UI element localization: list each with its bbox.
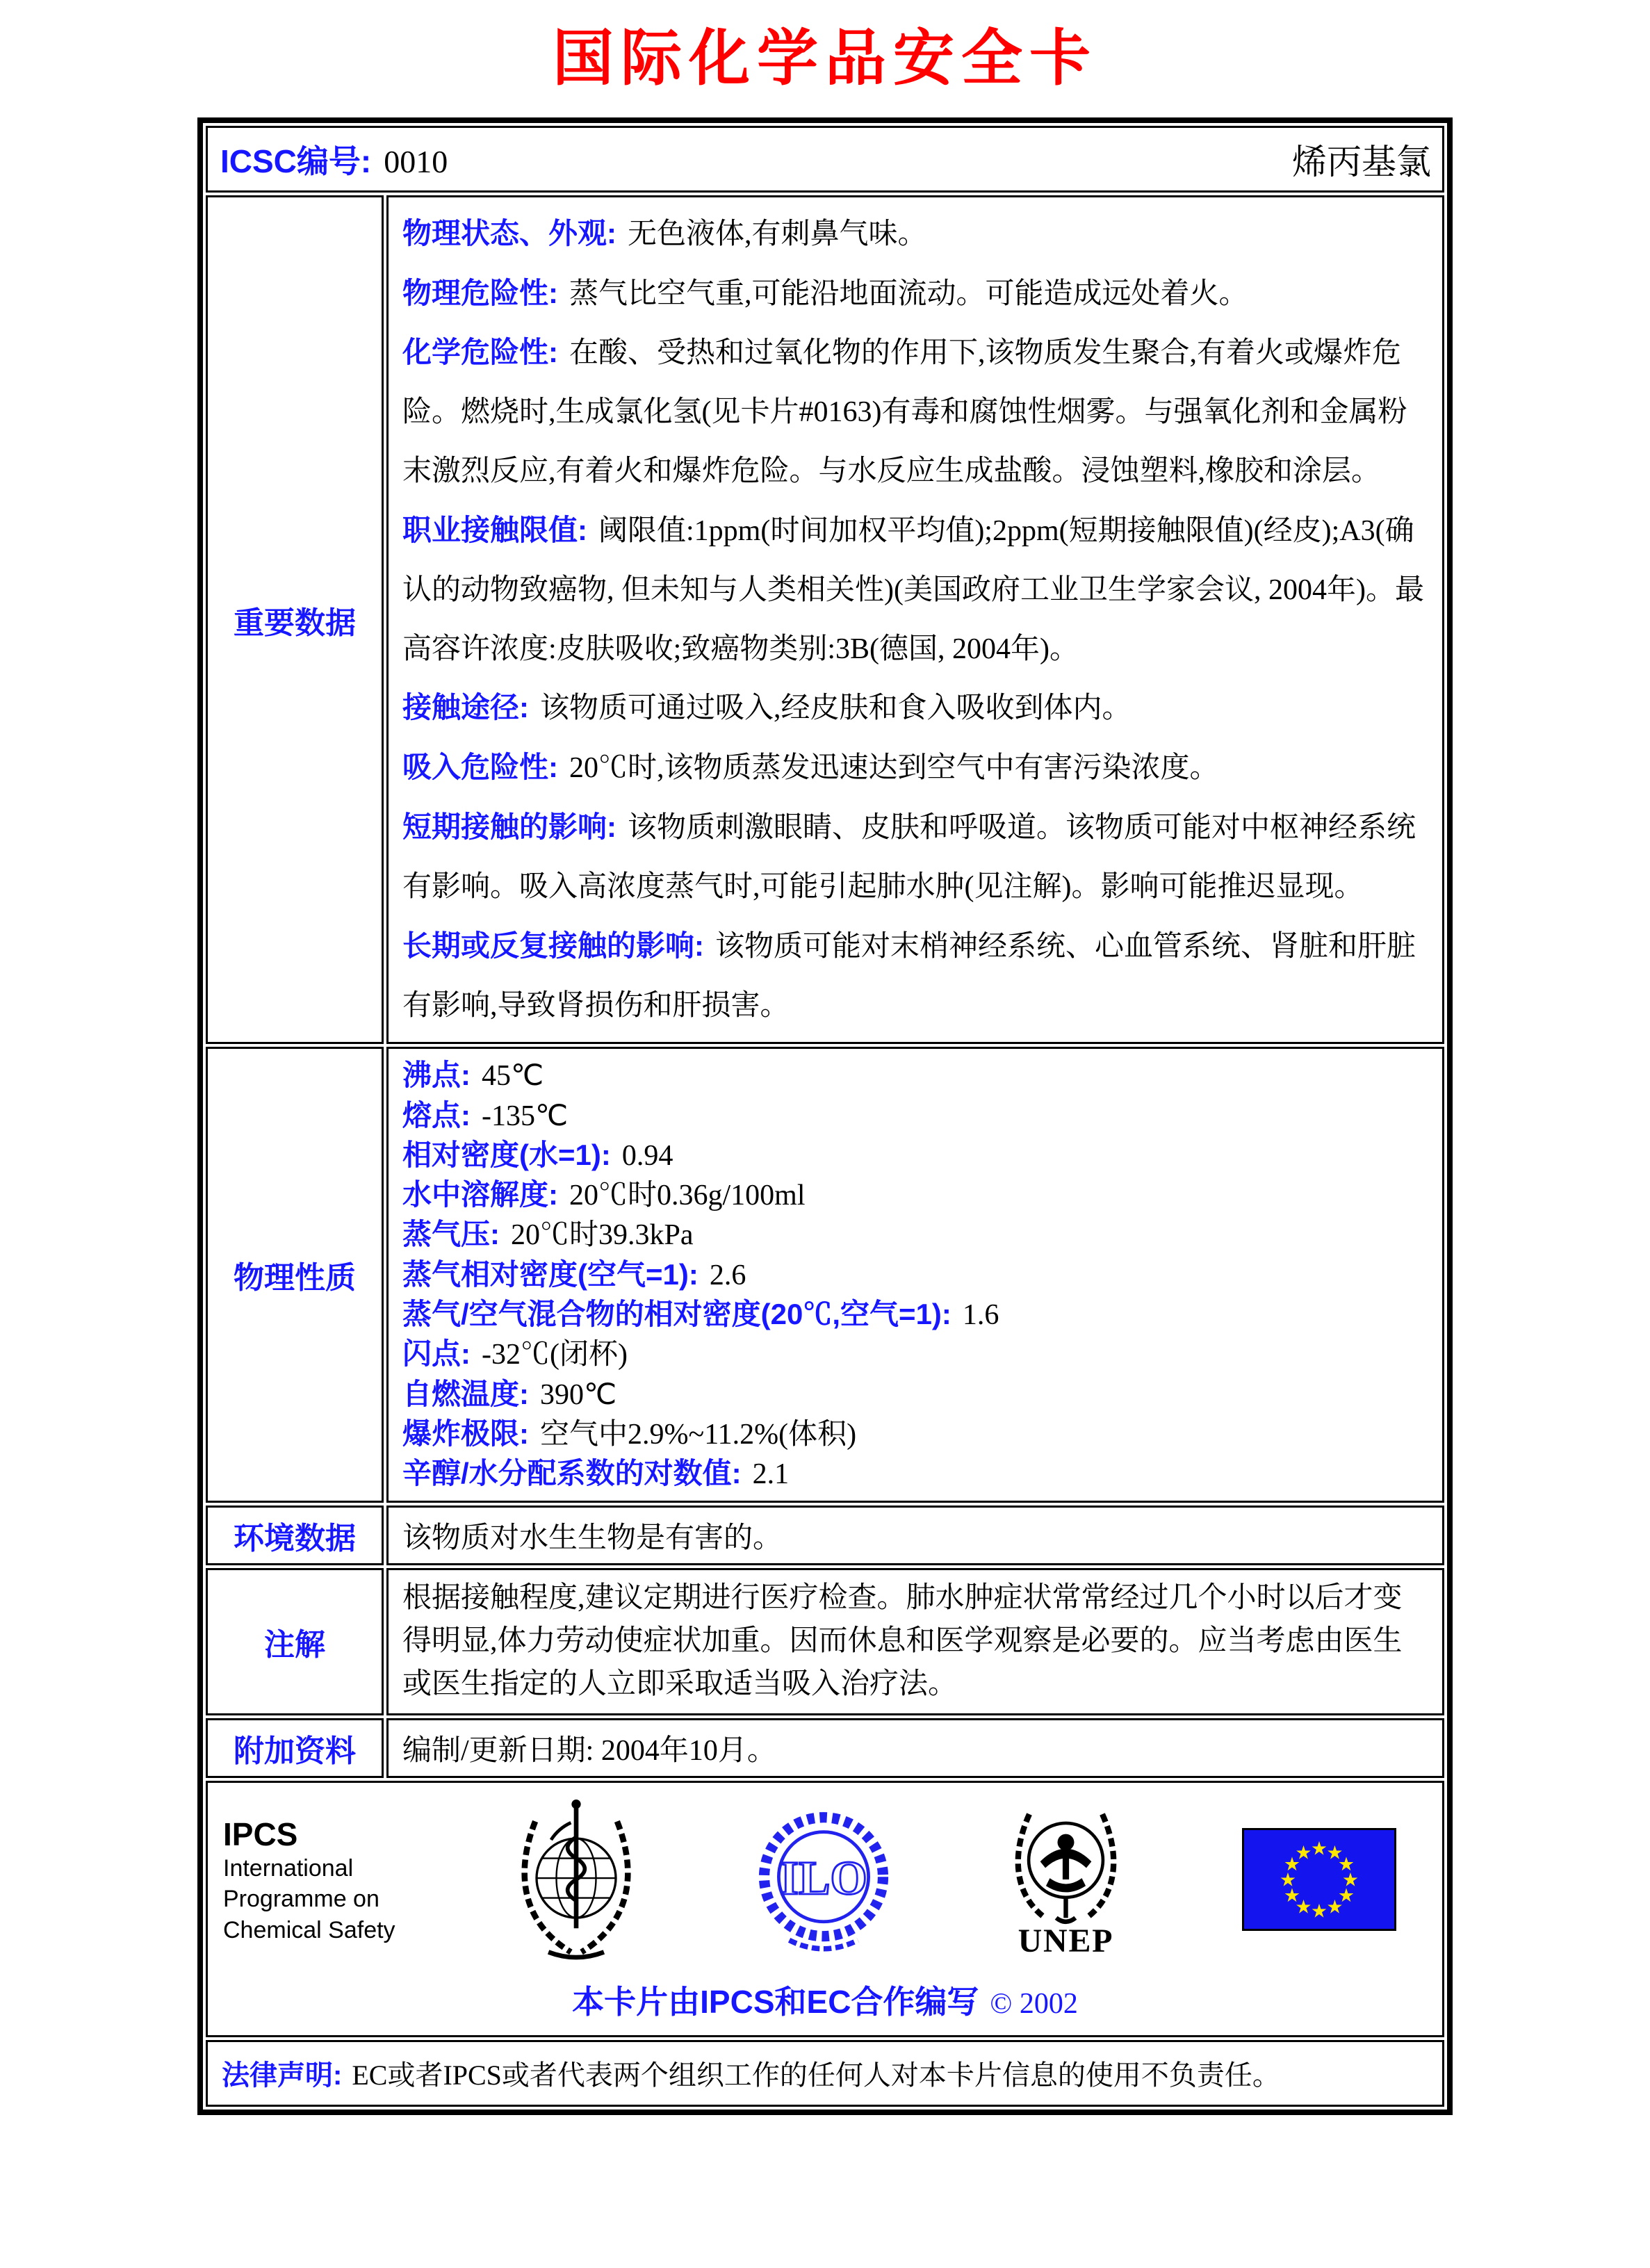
svg-text:★: ★ (1279, 1868, 1297, 1891)
additional-info-row-label: 附加资料 (206, 1718, 384, 1778)
icsc-number-group (220, 136, 448, 182)
who-logo-icon (510, 1799, 642, 1964)
svg-text:★: ★ (1337, 1884, 1355, 1907)
property-label: 水中溶解度: (402, 1178, 558, 1211)
field-label: 吸入危险性: (402, 751, 558, 784)
page-title: 国际化学品安全卡 (552, 26, 1097, 93)
legal-notice-text: EC或者IPCS或者代表两个组织工作的任何人对本卡片信息的使用不负责任。 (352, 2059, 1280, 2091)
field-value: 该物质可能对末梢神经系统、心血管系统、肾脏和肝脏有影响,导致肾损伤和肝损害。 (402, 930, 1416, 1022)
property-label: 相对密度(水=1): (402, 1138, 611, 1171)
property-value: -135℃ (482, 1100, 569, 1132)
field-row (402, 264, 1428, 324)
eu-flag-icon (1242, 1828, 1396, 1934)
notes-text: 根据接触程度,建议定期进行医疗检查。肺水肿症状常常经过几个小时以后才变得明显,体力劳动使症状加重。因而休息和医学观察是必要的。应当考虑由医生或医生指定的人立即采取适当吸入治疗法。 (402, 1582, 1403, 1700)
property-label: 熔点: (402, 1098, 471, 1132)
important-data-row-label: 重要数据 (206, 195, 384, 1045)
icsc-number-value: 0010 (384, 143, 448, 179)
legal-notice-label: 法律声明: (222, 2060, 343, 2091)
svg-text:★: ★ (1283, 1853, 1301, 1875)
legal-notice-row (206, 2040, 1444, 2107)
property-value: 空气中2.9%~11.2%(体积) (540, 1418, 857, 1451)
svg-text:★: ★ (1326, 1895, 1343, 1918)
additional-info-row (206, 1718, 1444, 1778)
notes-row (206, 1568, 1444, 1715)
environment-data-row (206, 1506, 1444, 1565)
field-label: 物理状态、外观: (402, 216, 616, 250)
svg-text:★: ★ (1326, 1841, 1343, 1863)
icsc-document-page (0, 26, 1650, 2268)
field-value: 20℃时,该物质蒸发迅速达到空气中有害污染浓度。 (569, 752, 1219, 785)
notes-content (386, 1568, 1444, 1715)
property-value: 2.1 (752, 1458, 790, 1491)
copyright-text: © 2002 (990, 1987, 1078, 2020)
legal-notice-cell (206, 2040, 1444, 2107)
property-row (402, 1414, 1428, 1454)
field-label: 职业接触限值: (402, 513, 587, 546)
svg-text:★: ★ (1295, 1841, 1312, 1863)
field-label: 化学危险性: (402, 336, 558, 369)
svg-text:ILO: ILO (780, 1851, 867, 1904)
ipcs-text-block (223, 1816, 395, 1945)
svg-text:★: ★ (1310, 1837, 1328, 1859)
property-label: 自燃温度: (402, 1377, 529, 1410)
svg-text:★: ★ (1295, 1895, 1312, 1918)
svg-text:★: ★ (1337, 1853, 1355, 1875)
property-row (402, 1295, 1428, 1335)
important-data-content (386, 195, 1444, 1045)
field-label: 长期或反复接触的影响: (402, 929, 704, 962)
property-row (402, 1096, 1428, 1136)
logos-row (206, 1781, 1444, 2037)
property-label: 辛醇/水分配系数的对数值: (402, 1457, 742, 1490)
field-value: 该物质可通过吸入,经皮肤和食入吸收到体内。 (540, 692, 1132, 725)
field-row (402, 678, 1428, 738)
field-row (402, 204, 1428, 264)
chemical-name: 烯丙基氯 (1292, 142, 1431, 181)
field-value: 在酸、受热和过氧化物的作用下,该物质发生聚合,有着火或爆炸危险。燃烧时,生成氯化氢(见卡片#0163)有毒和腐蚀性烟雾。与强氧化剂和金属粉末激烈反应,有着火和爆炸危险。与水反应生成盐酸。浸蚀塑料,橡胶和涂层。 (402, 337, 1407, 488)
physical-properties-row (206, 1047, 1444, 1503)
field-label: 物理危险性: (402, 276, 558, 309)
header-cell (206, 126, 1444, 193)
property-value: 390℃ (540, 1378, 617, 1411)
property-value: 0.94 (621, 1139, 673, 1172)
field-value: 阈限值:1ppm(时间加权平均值);2ppm(短期接触限值)(经皮);A3(确认的动物致癌物, 但未知与人类相关性)(美国政府工业卫生学家会议, 2004年)。最高容许浓度:皮肤吸收;致癌物类别:3B(德国, 2004年)。 (402, 514, 1424, 665)
property-row (402, 1215, 1428, 1255)
svg-text:★: ★ (1283, 1884, 1301, 1907)
property-row (402, 1136, 1428, 1175)
property-value: 20℃时39.3kPa (511, 1219, 694, 1252)
credit-text: 本卡片由IPCS和EC合作编写 (572, 1983, 979, 2020)
property-value: 2.6 (709, 1259, 746, 1291)
logos-cell (206, 1781, 1444, 2037)
ipcs-line-2: Programme on (223, 1886, 379, 1913)
property-label: 蒸气/空气混合物的相对密度(20℃,空气=1): (402, 1297, 951, 1330)
physical-properties-content (386, 1047, 1444, 1503)
environment-text: 该物质对水生生物是有害的。 (402, 1522, 783, 1555)
field-row (402, 917, 1428, 1036)
field-label: 接触途径: (402, 691, 529, 724)
property-value: 20℃时0.36g/100ml (569, 1180, 806, 1212)
ipcs-line-1: International (223, 1855, 354, 1882)
field-row (402, 798, 1428, 917)
field-value: 该物质刺激眼睛、皮肤和呼吸道。该物质可能对中枢神经系统有影响。吸入高浓度蒸气时,可能引起肺水肿(见注解)。影响可能推迟显现。 (402, 812, 1416, 903)
field-row (402, 738, 1428, 798)
property-value: 45℃ (482, 1060, 544, 1093)
notes-row-label: 注解 (206, 1568, 384, 1715)
unep-label: UNEP (1018, 1922, 1114, 1959)
field-value: 蒸气比空气重,可能沿地面流动。可能造成远处着火。 (569, 277, 1248, 310)
property-row (402, 1335, 1428, 1374)
svg-text:★: ★ (1341, 1868, 1359, 1891)
environment-data-row-label: 环境数据 (206, 1506, 384, 1565)
logos-line (222, 1793, 1428, 1970)
property-row (402, 1454, 1428, 1494)
physical-properties-row-label: 物理性质 (206, 1047, 384, 1503)
unep-logo-icon (1005, 1793, 1127, 1970)
field-row (402, 501, 1428, 678)
field-row (402, 323, 1428, 500)
property-label: 闪点: (402, 1337, 471, 1371)
property-row (402, 1056, 1428, 1095)
property-value: 1.6 (962, 1298, 999, 1331)
environment-data-content (386, 1506, 1444, 1565)
property-label: 沸点: (402, 1059, 471, 1092)
additional-info-content (386, 1718, 1444, 1778)
property-label: 蒸气压: (402, 1218, 500, 1251)
header-row (206, 126, 1444, 193)
additional-info-text: 编制/更新日期: 2004年10月。 (402, 1734, 776, 1767)
important-data-row (206, 195, 1444, 1045)
svg-text:★: ★ (1310, 1900, 1328, 1922)
property-row (402, 1255, 1428, 1295)
ilo-logo-icon (758, 1799, 890, 1964)
safety-card-table (197, 117, 1453, 2115)
property-row (402, 1175, 1428, 1215)
property-label: 爆炸极限: (402, 1417, 529, 1450)
ipcs-line-3: Chemical Safety (223, 1916, 395, 1943)
credit-line (222, 1977, 1428, 2023)
property-row (402, 1375, 1428, 1414)
field-label: 短期接触的影响: (402, 810, 616, 844)
field-value: 无色液体,有刺鼻气味。 (628, 218, 927, 250)
ipcs-acronym: IPCS (223, 1816, 298, 1853)
icsc-number-label: ICSC编号: (220, 142, 372, 179)
property-label: 蒸气相对密度(空气=1): (402, 1257, 699, 1291)
property-value: -32℃(闭杯) (482, 1339, 628, 1371)
